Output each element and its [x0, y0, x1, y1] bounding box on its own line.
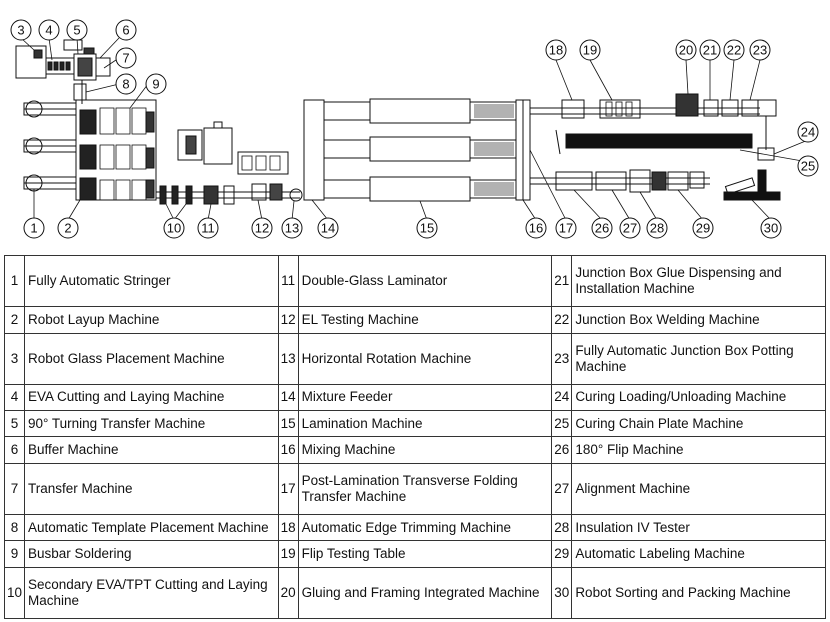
legend-number: 15	[278, 411, 298, 437]
callout-number-14: 14	[320, 220, 336, 236]
legend-machine-name: Automatic Template Placement Machine	[25, 515, 279, 541]
legend-table	[4, 255, 826, 619]
callout-number-3: 3	[17, 22, 25, 38]
legend-number: 27	[552, 463, 572, 514]
legend-number: 9	[5, 541, 25, 567]
legend-machine-name: Fully Automatic Junction Box Potting Machine	[572, 333, 826, 384]
legend-machine-name: Double-Glass Laminator	[298, 256, 552, 307]
callout-number-6: 6	[122, 22, 130, 38]
legend-number: 18	[278, 515, 298, 541]
legend-machine-name: Automatic Labeling Machine	[572, 541, 826, 567]
callout-number-25: 25	[800, 158, 816, 174]
legend-machine-name: Busbar Soldering	[25, 541, 279, 567]
legend-row	[5, 333, 826, 384]
callout-number-9: 9	[152, 76, 160, 92]
curing-chain-plate	[566, 134, 752, 148]
legend-machine-name: EL Testing Machine	[298, 307, 552, 333]
legend-machine-name: Mixing Machine	[298, 437, 552, 463]
legend-machine-name: Mixture Feeder	[298, 384, 552, 410]
legend-row	[5, 437, 826, 463]
legend-row	[5, 411, 826, 437]
legend-number: 1	[5, 256, 25, 307]
callout-number-12: 12	[254, 220, 270, 236]
callout-number-2: 2	[64, 220, 72, 236]
legend-machine-name: 180° Flip Machine	[572, 437, 826, 463]
callout-number-27: 27	[622, 220, 638, 236]
legend-machine-name: Secondary EVA/TPT Cutting and Laying Machine	[25, 567, 279, 618]
legend-machine-name: Junction Box Glue Dispensing and Installation Machine	[572, 256, 826, 307]
layup-block	[76, 100, 156, 200]
legend-row	[5, 515, 826, 541]
legend-machine-name: Robot Layup Machine	[25, 307, 279, 333]
legend-row	[5, 256, 826, 307]
legend-machine-name: Junction Box Welding Machine	[572, 307, 826, 333]
legend-machine-name: Flip Testing Table	[298, 541, 552, 567]
callout-number-4: 4	[45, 22, 53, 38]
legend-machine-name: 90° Turning Transfer Machine	[25, 411, 279, 437]
legend-number: 20	[278, 567, 298, 618]
legend-row	[5, 307, 826, 333]
legend-number: 12	[278, 307, 298, 333]
callout-number-22: 22	[726, 42, 742, 58]
legend-machine-name: Transfer Machine	[25, 463, 279, 514]
callout-number-13: 13	[284, 220, 300, 236]
legend-number: 5	[5, 411, 25, 437]
legend-machine-name: Robot Glass Placement Machine	[25, 333, 279, 384]
callout-number-19: 19	[582, 42, 598, 58]
legend-machine-name: Horizontal Rotation Machine	[298, 333, 552, 384]
legend-number: 8	[5, 515, 25, 541]
callout-number-18: 18	[548, 42, 564, 58]
buffer-station	[96, 58, 110, 76]
legend-row	[5, 567, 826, 618]
callout-number-29: 29	[695, 220, 711, 236]
packing-station	[724, 192, 780, 200]
legend-number: 11	[278, 256, 298, 307]
legend-machine-name: Curing Loading/Unloading Machine	[572, 384, 826, 410]
legend-machine-name: Post-Lamination Transverse Folding Transfer Machine	[298, 463, 552, 514]
legend-number: 7	[5, 463, 25, 514]
legend-row	[5, 541, 826, 567]
legend-number: 14	[278, 384, 298, 410]
legend-number: 23	[552, 333, 572, 384]
legend-number: 26	[552, 437, 572, 463]
lamination-block	[304, 99, 530, 201]
legend-number: 3	[5, 333, 25, 384]
legend-number: 13	[278, 333, 298, 384]
legend-number: 6	[5, 437, 25, 463]
legend-machine-name: Gluing and Framing Integrated Machine	[298, 567, 552, 618]
legend-number: 19	[278, 541, 298, 567]
legend-number: 17	[278, 463, 298, 514]
legend-machine-name: Curing Chain Plate Machine	[572, 411, 826, 437]
legend-number: 29	[552, 541, 572, 567]
legend-row	[5, 463, 826, 514]
legend-number: 30	[552, 567, 572, 618]
legend-number: 2	[5, 307, 25, 333]
legend-number: 25	[552, 411, 572, 437]
callout-number-30: 30	[763, 220, 779, 236]
stringer-lines	[24, 101, 76, 191]
legend-number: 22	[552, 307, 572, 333]
legend-machine-name: EVA Cutting and Laying Machine	[25, 384, 279, 410]
callout-number-16: 16	[528, 220, 544, 236]
legend-number: 10	[5, 567, 25, 618]
callout-number-8: 8	[122, 76, 130, 92]
callout-number-5: 5	[73, 22, 81, 38]
legend-machine-name: Lamination Machine	[298, 411, 552, 437]
callout-number-17: 17	[558, 220, 574, 236]
callout-number-20: 20	[678, 42, 694, 58]
callout-number-7: 7	[122, 50, 130, 66]
legend-number: 16	[278, 437, 298, 463]
legend-machine-name: Automatic Edge Trimming Machine	[298, 515, 552, 541]
callout-number-28: 28	[649, 220, 665, 236]
callout-number-26: 26	[594, 220, 610, 236]
legend-machine-name: Robot Sorting and Packing Machine	[572, 567, 826, 618]
callout-number-1: 1	[30, 220, 38, 236]
legend-number: 4	[5, 384, 25, 410]
callout-number-24: 24	[800, 124, 816, 140]
legend-machine-name: Insulation IV Tester	[572, 515, 826, 541]
legend-number: 28	[552, 515, 572, 541]
production-line-diagram	[0, 0, 830, 250]
callout-number-15: 15	[419, 220, 435, 236]
legend-machine-name: Buffer Machine	[25, 437, 279, 463]
callout-number-21: 21	[702, 42, 718, 58]
legend-number: 24	[552, 384, 572, 410]
callout-number-23: 23	[752, 42, 768, 58]
legend-row	[5, 384, 826, 410]
legend-number: 21	[552, 256, 572, 307]
callout-number-10: 10	[166, 220, 182, 236]
legend-machine-name: Alignment Machine	[572, 463, 826, 514]
legend-machine-name: Fully Automatic Stringer	[25, 256, 279, 307]
callout-number-11: 11	[201, 220, 215, 236]
